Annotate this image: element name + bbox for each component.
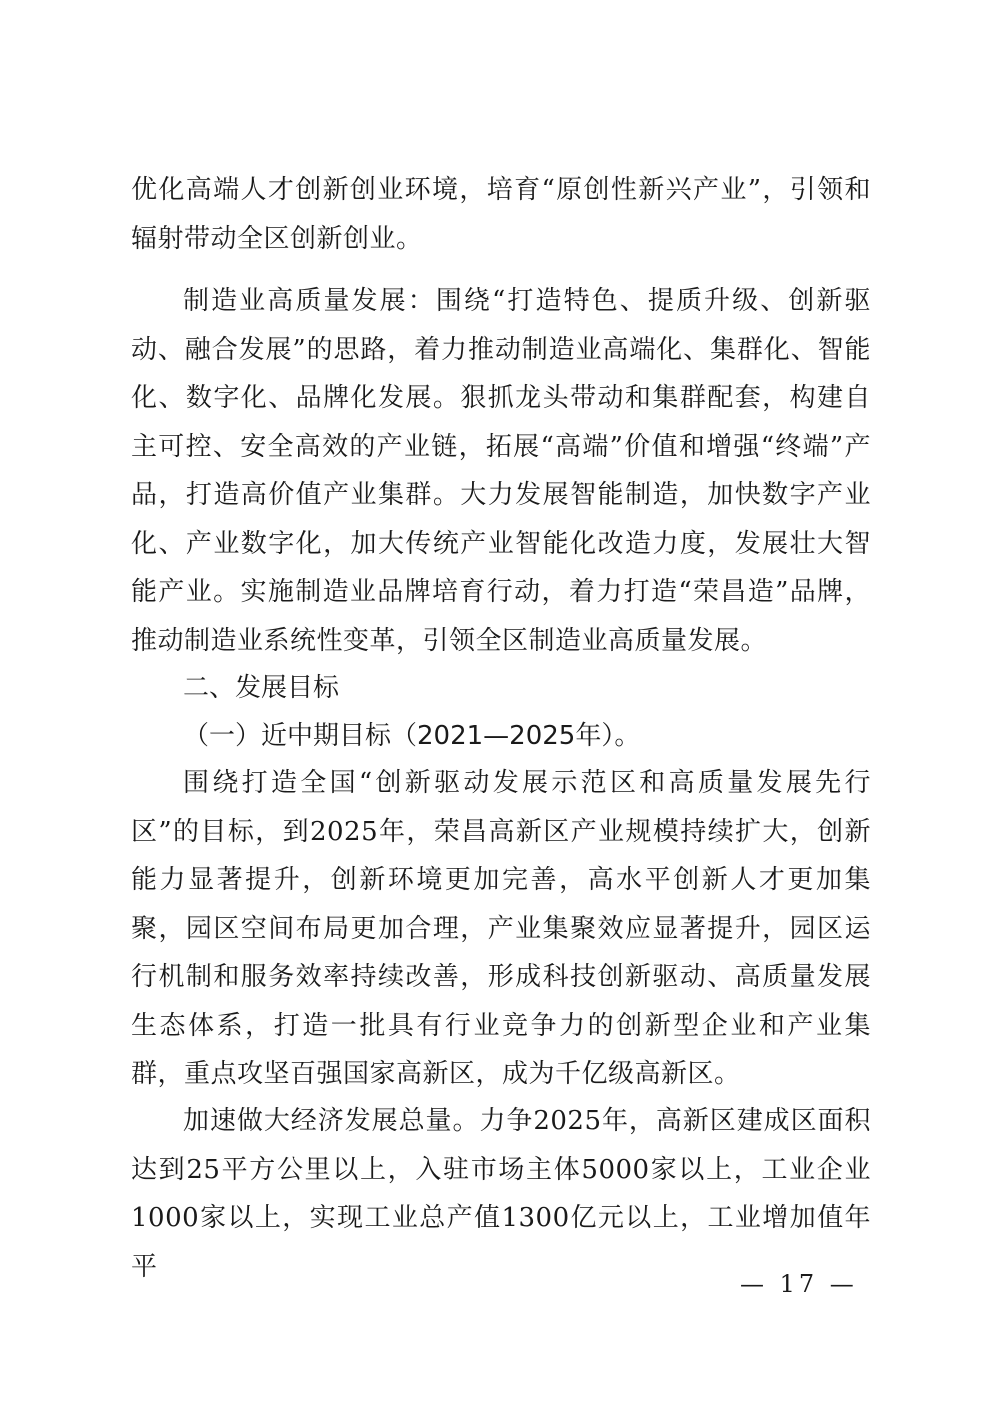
paragraph-goals: 围绕打造全国“创新驱动发展示范区和高质量发展先行区”的目标，到2025年，荣昌高新区产业规模持续扩大，创新能力显著提升，创新环境更加完善，高水平创新人才更加集聚，园区空间布局更加合理，产业集聚效应显著提升，园区运行机制和服务效率持续改善，形成科技创新驱动、高质量发展生态体系，打造一批具有行业竞争力的创新型企业和产业集群，重点攻坚百强国家高新区，成为千亿级高新区。 xyxy=(131,768,871,1089)
subsection-heading: （一）近中期目标（2021—2025年）。 xyxy=(183,721,641,751)
paragraph-manufacturing: 制造业高质量发展：围绕“打造特色、提质升级、创新驱动、融合发展”的思路，着力推动制造业高端化、集群化、智能化、数字化、品牌化发展。狠抓龙头带动和集群配套，构建自主可控、安全高效的产业链，拓展“高端”价值和增强“终端”产品，打造高价值产业集群。大力发展智能制造，加快数字产业化、产业数字化，加大传统产业智能化改造力度，发展壮大智能产业。实施制造业品牌培育行动，着力打造“荣昌造”品牌，推动制造业系统性变革，引领全区制造业高质量发展。 xyxy=(131,286,871,656)
section-heading: 二、发展目标 xyxy=(183,673,340,703)
page-number: — 17 — xyxy=(740,1270,858,1298)
paragraph-economy: 加速做大经济发展总量。力争2025年，高新区建成区面积达到25平方公里以上，入驻市场主体5000家以上，工业企业1000家以上，实现工业总产值1300亿元以上，工业增加值年平 xyxy=(131,1106,871,1282)
paragraph-continued: 优化高端人才创新创业环境，培育“原创性新兴产业”，引领和辐射带动全区创新创业。 xyxy=(131,175,871,254)
